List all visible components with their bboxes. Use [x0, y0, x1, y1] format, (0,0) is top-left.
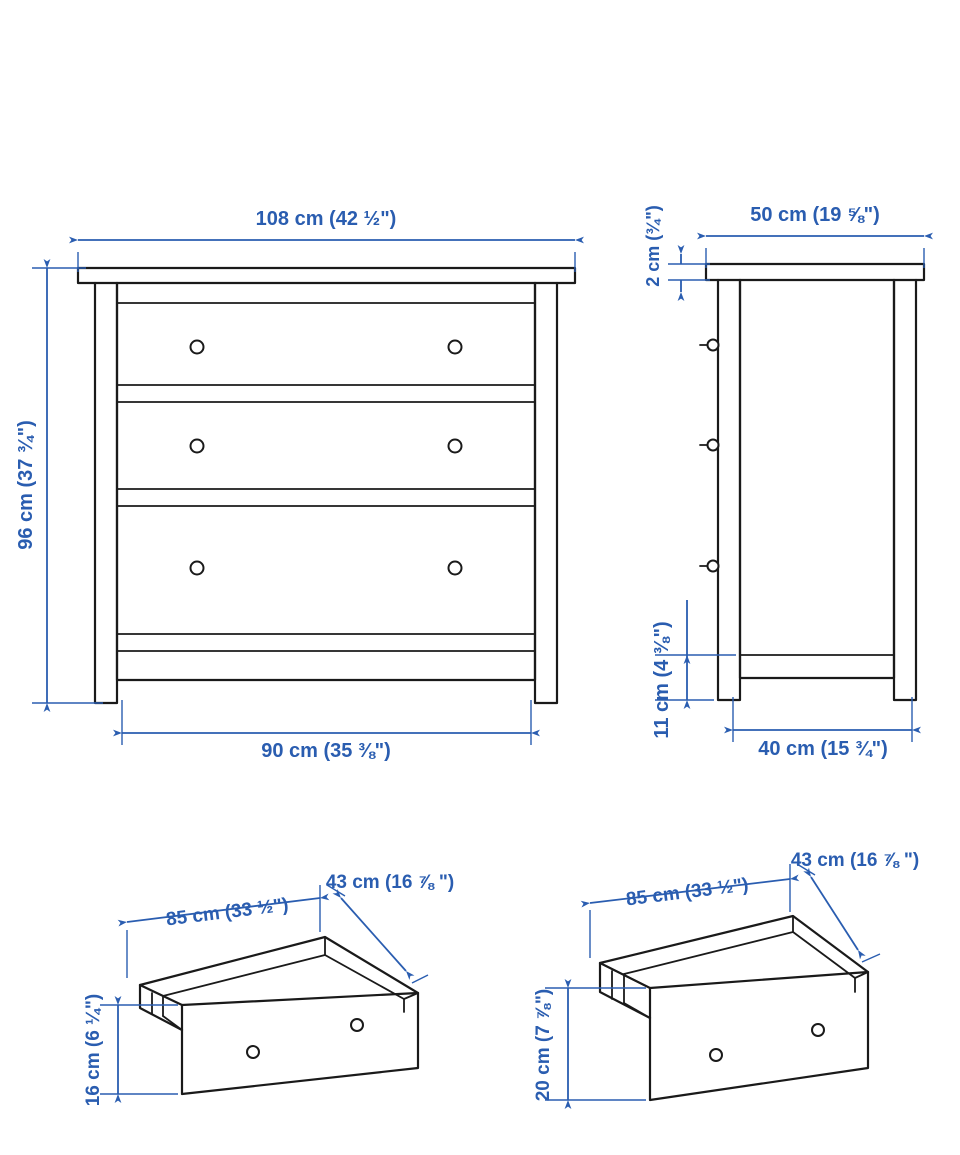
side-top-thickness-fraction-label: 2 cm (¾") — [643, 205, 663, 287]
drawer-knob — [708, 340, 719, 351]
drawer-knob — [449, 341, 462, 354]
large-drawer-depth-label: 43 cm (16 ⅞ ") — [790, 850, 920, 871]
side-top-depth-label: 50 cm (19 ⅝") — [750, 204, 880, 226]
drawer-knob — [247, 1046, 259, 1058]
drawer-knob — [449, 440, 462, 453]
side-leg-height-label: 11 cm (4 ⅜") — [651, 621, 673, 739]
small-drawer-height-label: 16 cm (6 ¼") — [83, 993, 104, 1107]
small-drawer-depth-label-line1: 43 cm (16 ⅞ ") — [325, 872, 455, 893]
drawer-knob — [708, 440, 719, 451]
large-drawer-height-label: 20 cm (7 ⅞") — [533, 988, 554, 1102]
drawer-knob — [351, 1019, 363, 1031]
side-base-depth-label: 40 cm (15 ¾") — [758, 738, 888, 760]
drawer-knob — [710, 1049, 722, 1061]
large-drawer-width-label: 85 cm (33 ½") — [624, 874, 750, 911]
front-base-width-label: 90 cm (35 ⅜") — [261, 740, 391, 762]
drawer-knob — [191, 562, 204, 575]
front-top-width-label: 108 cm (42 ½") — [255, 208, 397, 230]
drawer-knob — [708, 561, 719, 572]
small-drawer-width-label: 85 cm (33 ½") — [164, 894, 290, 931]
drawer-knob — [812, 1024, 824, 1036]
front-height-label: 96 cm (37 ¾") — [15, 420, 37, 550]
drawer-knob — [191, 440, 204, 453]
drawer-knob — [191, 341, 204, 354]
drawer-knob — [449, 562, 462, 575]
